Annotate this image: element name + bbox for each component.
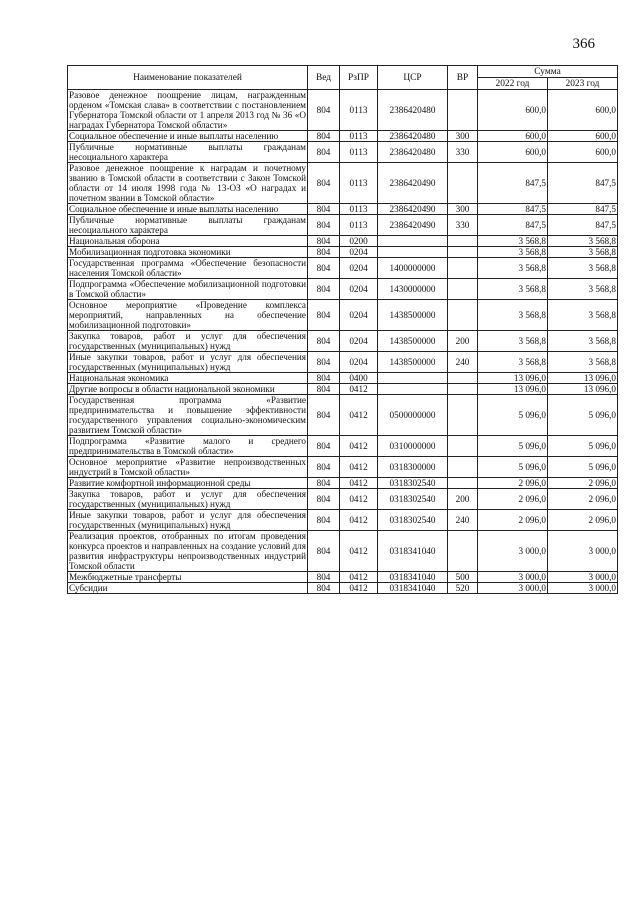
row-sum-2022-cell: 3 000,0 (478, 583, 548, 594)
row-sum-2023-cell: 3 000,0 (548, 572, 618, 583)
row-rzpr-cell: 0113 (340, 204, 378, 215)
row-rzpr-cell: 0204 (340, 279, 378, 300)
row-sum-2023-cell: 3 000,0 (548, 531, 618, 572)
header-csr: ЦСР (378, 66, 448, 90)
row-csr-cell: 2386420490 (378, 204, 448, 215)
row-sum-2023-cell: 5 096,0 (548, 457, 618, 478)
row-name-cell: Социальное обеспечение и иные выплаты населению (68, 131, 308, 142)
row-rzpr-cell: 0412 (340, 384, 378, 395)
row-csr-cell: 0310000000 (378, 436, 448, 457)
table-row (68, 457, 618, 478)
row-csr-cell: 1438500000 (378, 352, 448, 373)
table-row (68, 279, 618, 300)
row-rzpr-cell: 0412 (340, 395, 378, 436)
row-ved-cell: 804 (308, 90, 340, 131)
row-rzpr-cell: 0113 (340, 215, 378, 236)
table-row (68, 131, 618, 142)
row-ved-cell: 804 (308, 352, 340, 373)
budget-table (67, 65, 618, 594)
row-csr-cell: 2386420490 (378, 215, 448, 236)
row-sum-2022-cell: 5 096,0 (478, 436, 548, 457)
row-rzpr-cell: 0412 (340, 478, 378, 489)
row-ved-cell: 804 (308, 279, 340, 300)
row-csr-cell: 0318302540 (378, 510, 448, 531)
row-sum-2023-cell: 2 096,0 (548, 510, 618, 531)
row-sum-2022-cell: 3 568,8 (478, 279, 548, 300)
row-sum-2023-cell: 2 096,0 (548, 489, 618, 510)
table-row (68, 331, 618, 352)
row-rzpr-cell: 0412 (340, 489, 378, 510)
row-name-cell: Национальная оборона (68, 236, 308, 247)
table-row (68, 215, 618, 236)
table-row (68, 352, 618, 373)
row-ved-cell: 804 (308, 236, 340, 247)
row-rzpr-cell: 0113 (340, 90, 378, 131)
row-csr-cell: 1438500000 (378, 331, 448, 352)
row-rzpr-cell: 0204 (340, 300, 378, 331)
row-name-cell: Закупка товаров, работ и услуг для обеспечения государственных (муниципальных) нужд (69, 489, 306, 509)
row-ved-cell: 804 (308, 163, 340, 204)
row-name-cell: Публичные нормативные выплаты гражданам несоциального характера (69, 142, 306, 162)
row-csr-cell: 0318341040 (378, 531, 448, 572)
header-name: Наименование показателей (68, 66, 308, 90)
header-year-2023: 2023 год (548, 78, 618, 90)
row-sum-2023-cell: 3 568,8 (548, 352, 618, 373)
row-rzpr-cell: 0113 (340, 163, 378, 204)
row-csr-cell (378, 384, 448, 395)
row-vr-cell: 240 (448, 352, 478, 373)
row-vr-cell: 200 (448, 331, 478, 352)
row-rzpr-cell: 0204 (340, 352, 378, 373)
row-vr-cell: 330 (448, 215, 478, 236)
row-csr-cell: 2386420490 (378, 163, 448, 204)
table-row (68, 247, 618, 258)
row-rzpr-cell: 0204 (340, 331, 378, 352)
header-rzpr: РзПР (340, 66, 378, 90)
row-vr-cell (448, 300, 478, 331)
row-vr-cell (448, 384, 478, 395)
row-sum-2023-cell: 847,5 (548, 163, 618, 204)
row-vr-cell (448, 436, 478, 457)
row-name-cell: Разовое денежное поощрение к наградам и почетному званию в Томской области в соответствии с Закон Томской области от 14 июля 1998 года № 13-ОЗ «О наградах и почетном звании в Томской области» (69, 163, 306, 203)
row-name-cell: Основное мероприятие «Развитие непроизводственных индустрий в Томской области» (69, 457, 306, 477)
row-name-cell: Развитие комфортной информационной среды (68, 478, 308, 489)
row-ved-cell: 804 (308, 204, 340, 215)
row-sum-2022-cell: 3 568,8 (478, 236, 548, 247)
row-rzpr-cell: 0412 (340, 510, 378, 531)
row-name-cell: Публичные нормативные выплаты гражданам несоциального характера (69, 215, 306, 235)
row-sum-2023-cell: 847,5 (548, 204, 618, 215)
row-sum-2022-cell: 600,0 (478, 142, 548, 163)
row-ved-cell: 804 (308, 510, 340, 531)
row-sum-2022-cell: 13 096,0 (478, 373, 548, 384)
row-sum-2023-cell: 3 000,0 (548, 583, 618, 594)
row-csr-cell: 1430000000 (378, 279, 448, 300)
row-ved-cell: 804 (308, 247, 340, 258)
row-csr-cell: 2386420480 (378, 142, 448, 163)
row-ved-cell: 804 (308, 457, 340, 478)
row-name-cell: Подпрограмма «Обеспечение мобилизационной подготовки в Томской области» (69, 279, 306, 299)
row-ved-cell: 804 (308, 583, 340, 594)
row-vr-cell (448, 236, 478, 247)
row-name-cell: Социальное обеспечение и иные выплаты населению (68, 204, 308, 215)
header-year-2022: 2022 год (478, 78, 548, 90)
row-sum-2022-cell: 847,5 (478, 204, 548, 215)
row-sum-2022-cell: 3 000,0 (478, 572, 548, 583)
header-sum: Сумма (478, 66, 618, 78)
row-vr-cell (448, 395, 478, 436)
row-csr-cell: 1438500000 (378, 300, 448, 331)
row-csr-cell: 0318341040 (378, 583, 448, 594)
row-ved-cell: 804 (308, 384, 340, 395)
row-vr-cell (448, 279, 478, 300)
table-row (68, 384, 618, 395)
table-row (68, 142, 618, 163)
row-sum-2022-cell: 3 568,8 (478, 331, 548, 352)
row-rzpr-cell: 0412 (340, 572, 378, 583)
row-vr-cell: 200 (448, 489, 478, 510)
table-row (68, 478, 618, 489)
table-header (68, 66, 618, 90)
row-ved-cell: 804 (308, 489, 340, 510)
table-row (68, 510, 618, 531)
row-ved-cell: 804 (308, 258, 340, 279)
row-vr-cell (448, 478, 478, 489)
row-sum-2022-cell: 3 568,8 (478, 247, 548, 258)
row-vr-cell (448, 258, 478, 279)
row-vr-cell (448, 247, 478, 258)
row-name-cell: Государственная программа «Обеспечение безопасности населения Томской области» (69, 258, 306, 278)
row-vr-cell: 300 (448, 204, 478, 215)
row-sum-2022-cell: 5 096,0 (478, 457, 548, 478)
row-rzpr-cell: 0400 (340, 373, 378, 384)
row-sum-2022-cell: 2 096,0 (478, 489, 548, 510)
row-ved-cell: 804 (308, 131, 340, 142)
row-vr-cell: 330 (448, 142, 478, 163)
row-sum-2023-cell: 600,0 (548, 90, 618, 131)
row-csr-cell: 1400000000 (378, 258, 448, 279)
table-row (68, 163, 618, 204)
row-vr-cell: 300 (448, 131, 478, 142)
row-sum-2022-cell: 2 096,0 (478, 510, 548, 531)
row-sum-2023-cell: 3 568,8 (548, 279, 618, 300)
row-rzpr-cell: 0113 (340, 142, 378, 163)
row-sum-2023-cell: 600,0 (548, 142, 618, 163)
table-body (68, 90, 618, 594)
row-rzpr-cell: 0412 (340, 436, 378, 457)
row-ved-cell: 804 (308, 215, 340, 236)
row-csr-cell (378, 236, 448, 247)
row-vr-cell (448, 163, 478, 204)
row-sum-2022-cell: 600,0 (478, 131, 548, 142)
row-name-cell: Мобилизационная подготовка экономики (68, 247, 308, 258)
row-sum-2023-cell: 600,0 (548, 131, 618, 142)
row-name-cell: Государственная программа «Развитие предпринимательства и повышение эффективности государственного управления социально-экономическим развитием Томской области» (69, 395, 306, 435)
row-sum-2022-cell: 5 096,0 (478, 395, 548, 436)
table-row (68, 531, 618, 572)
row-sum-2023-cell: 3 568,8 (548, 247, 618, 258)
row-sum-2023-cell: 5 096,0 (548, 395, 618, 436)
table-row (68, 300, 618, 331)
header-vr: ВР (448, 66, 478, 90)
row-sum-2023-cell: 5 096,0 (548, 436, 618, 457)
row-csr-cell (378, 247, 448, 258)
row-ved-cell: 804 (308, 531, 340, 572)
row-csr-cell: 0318300000 (378, 457, 448, 478)
row-name-cell: Подпрограмма «Развитие малого и среднего предпринимательства в Томской области» (69, 436, 306, 456)
row-rzpr-cell: 0412 (340, 457, 378, 478)
row-sum-2023-cell: 13 096,0 (548, 373, 618, 384)
row-vr-cell: 500 (448, 572, 478, 583)
row-vr-cell (448, 457, 478, 478)
table-row (68, 373, 618, 384)
row-sum-2022-cell: 3 000,0 (478, 531, 548, 572)
row-vr-cell (448, 531, 478, 572)
row-name-cell: Другие вопросы в области национальной экономики (68, 384, 308, 395)
row-rzpr-cell: 0200 (340, 236, 378, 247)
row-rzpr-cell: 0412 (340, 531, 378, 572)
row-sum-2022-cell: 3 568,8 (478, 258, 548, 279)
row-sum-2023-cell: 3 568,8 (548, 236, 618, 247)
table-row (68, 395, 618, 436)
row-vr-cell (448, 373, 478, 384)
row-sum-2023-cell: 3 568,8 (548, 331, 618, 352)
row-name-cell: Субсидии (68, 583, 308, 594)
row-name-cell: Разовое денежное поощрение лицам, награжденным орденом «Томская слава» в соответствии с постановлением Губернатора Томской области от 1 апреля 2013 год № 36 «О наградах Губернатора Томской области» (69, 90, 306, 130)
table-row (68, 204, 618, 215)
row-rzpr-cell: 0113 (340, 131, 378, 142)
row-ved-cell: 804 (308, 300, 340, 331)
table-row (68, 489, 618, 510)
row-sum-2023-cell: 3 568,8 (548, 300, 618, 331)
row-sum-2023-cell: 2 096,0 (548, 478, 618, 489)
row-sum-2022-cell: 3 568,8 (478, 300, 548, 331)
row-sum-2022-cell: 600,0 (478, 90, 548, 131)
row-sum-2022-cell: 847,5 (478, 163, 548, 204)
table-row (68, 258, 618, 279)
page-number: 366 (572, 36, 595, 52)
row-sum-2022-cell: 13 096,0 (478, 384, 548, 395)
header-ved: Вед (308, 66, 340, 90)
row-name-cell: Межбюджетные трансферты (68, 572, 308, 583)
row-csr-cell: 0500000000 (378, 395, 448, 436)
table-row (68, 90, 618, 131)
row-sum-2022-cell: 3 568,8 (478, 352, 548, 373)
table-row (68, 236, 618, 247)
row-sum-2023-cell: 3 568,8 (548, 258, 618, 279)
row-rzpr-cell: 0412 (340, 583, 378, 594)
row-csr-cell: 2386420480 (378, 90, 448, 131)
row-ved-cell: 804 (308, 478, 340, 489)
row-vr-cell: 240 (448, 510, 478, 531)
row-name-cell: Иные закупки товаров, работ и услуг для обеспечения государственных (муниципальных) нужд (69, 352, 306, 372)
row-csr-cell: 0318302540 (378, 478, 448, 489)
row-vr-cell: 520 (448, 583, 478, 594)
row-csr-cell: 0318302540 (378, 489, 448, 510)
row-rzpr-cell: 0204 (340, 247, 378, 258)
row-ved-cell: 804 (308, 395, 340, 436)
row-ved-cell: 804 (308, 331, 340, 352)
row-sum-2022-cell: 847,5 (478, 215, 548, 236)
row-name-cell: Реализация проектов, отобранных по итогам проведения конкурса проектов и направленных на создание условий для развития инфраструктуры непроизводственных индустрий Томской области (69, 531, 306, 571)
table-row (68, 436, 618, 457)
row-ved-cell: 804 (308, 373, 340, 384)
row-ved-cell: 804 (308, 436, 340, 457)
row-ved-cell: 804 (308, 142, 340, 163)
row-sum-2023-cell: 847,5 (548, 215, 618, 236)
table-row (68, 572, 618, 583)
table-row (68, 583, 618, 594)
row-csr-cell: 0318341040 (378, 572, 448, 583)
row-vr-cell (448, 90, 478, 131)
row-rzpr-cell: 0204 (340, 258, 378, 279)
row-csr-cell (378, 373, 448, 384)
row-name-cell: Национальная экономика (68, 373, 308, 384)
row-csr-cell: 2386420480 (378, 131, 448, 142)
row-ved-cell: 804 (308, 572, 340, 583)
row-name-cell: Основное мероприятие «Проведение комплекса мероприятий, направленных на обеспечение мобилизационной подготовки» (69, 300, 306, 330)
row-name-cell: Иные закупки товаров, работ и услуг для обеспечения государственных (муниципальных) нужд (69, 510, 306, 530)
row-sum-2023-cell: 13 096,0 (548, 384, 618, 395)
row-sum-2022-cell: 2 096,0 (478, 478, 548, 489)
row-name-cell: Закупка товаров, работ и услуг для обеспечения государственных (муниципальных) нужд (69, 331, 306, 351)
